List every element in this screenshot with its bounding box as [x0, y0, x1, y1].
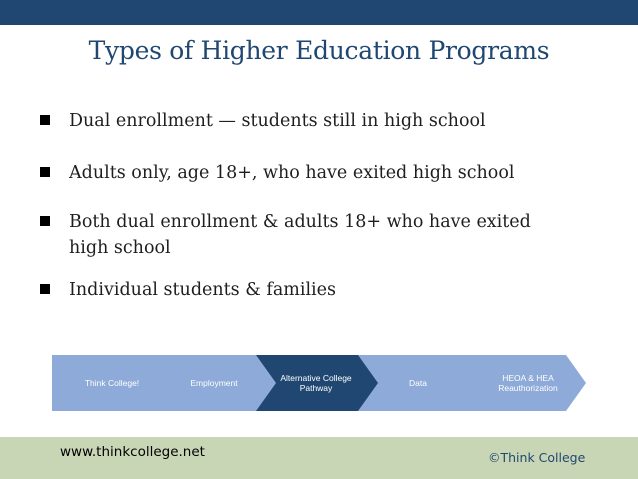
process-step-label: Think College! — [84, 378, 140, 388]
process-step-heoa-hea-reauthorization — [460, 355, 586, 411]
header-bar — [0, 0, 638, 25]
slide-title: Types of Higher Education Programs — [88, 36, 550, 65]
bullet-text: Dual enrollment — students still in high school — [69, 111, 486, 131]
square-bullet-icon — [40, 115, 50, 125]
square-bullet-icon — [40, 216, 50, 226]
process-step-label: Alternative College Pathway — [280, 373, 352, 393]
bullet-text: Both dual enrollment & adults 18+ who have exited high school — [69, 212, 531, 258]
process-chevron-bar — [52, 355, 592, 411]
square-bullet-icon — [40, 167, 50, 177]
bullet-item — [40, 209, 575, 261]
footer-url: www.thinkcollege.net — [60, 444, 205, 460]
footer-copyright: ©Think College — [488, 450, 586, 465]
bullet-item — [40, 108, 600, 134]
bullet-text: Individual students & families — [69, 280, 336, 300]
bullet-item — [40, 277, 600, 303]
bullet-item — [40, 160, 600, 186]
process-step-label: Data — [409, 378, 427, 388]
process-step-label: HEOA & HEA Reauthorization — [498, 373, 558, 393]
bullet-text: Adults only, age 18+, who have exited high school — [69, 163, 515, 183]
square-bullet-icon — [40, 284, 50, 294]
process-step-label: Employment — [190, 378, 238, 388]
